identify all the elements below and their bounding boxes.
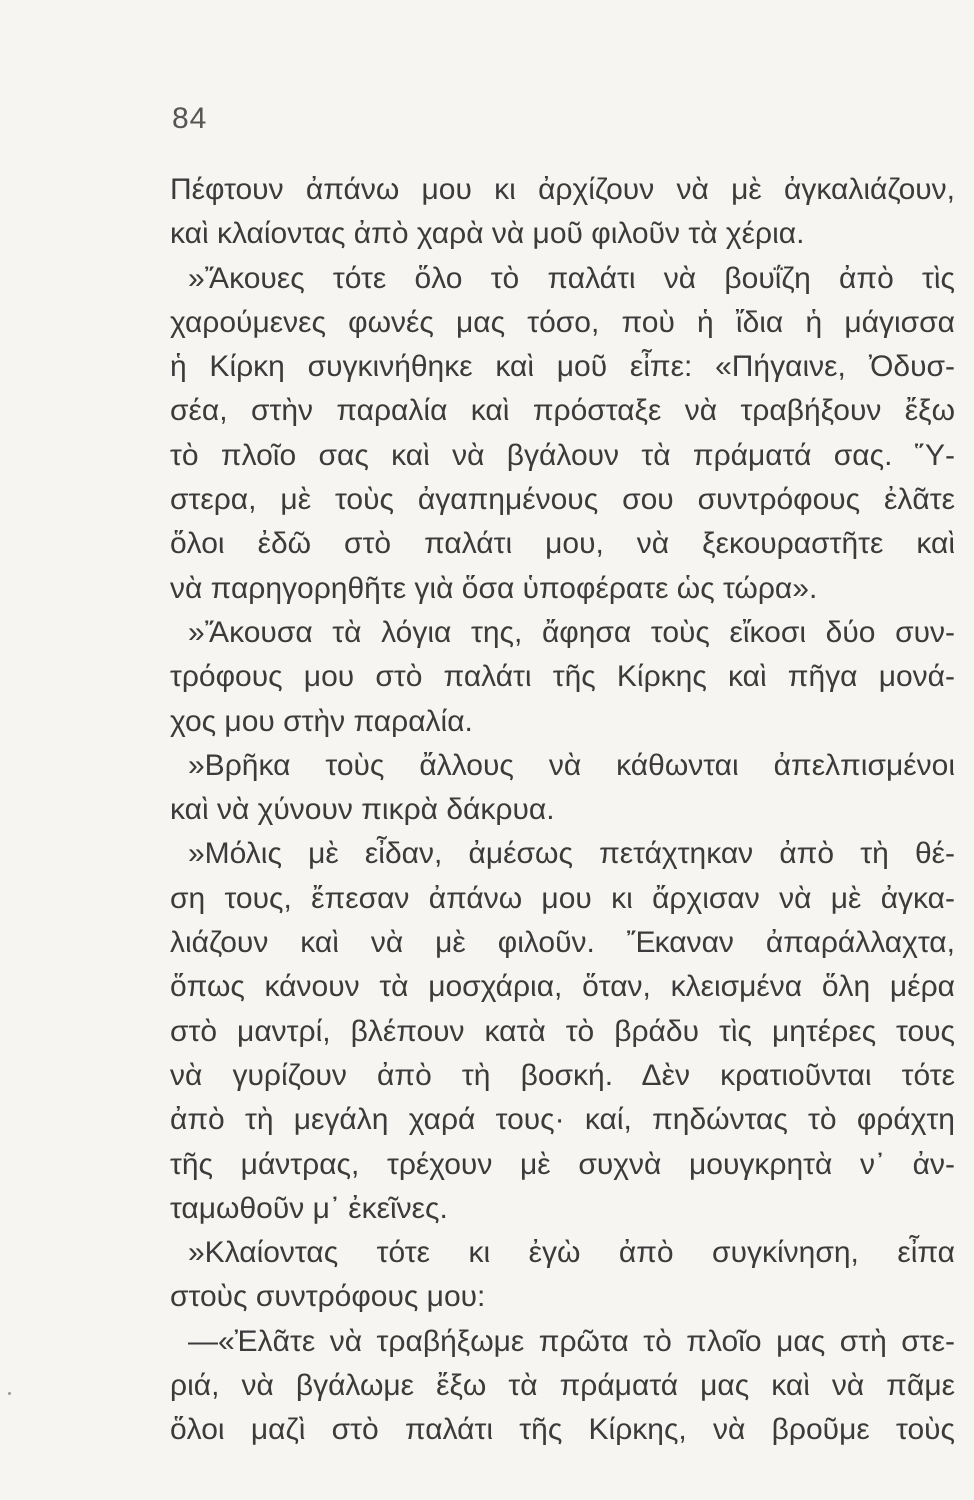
text-line: τῆς μάντρας, τρέχουν μὲ συχνὰ μουγκρητὰ ν᾿ ἀν-: [170, 1147, 955, 1181]
text-line: καὶ νὰ χύνουν πικρὰ δάκρυα.: [170, 793, 555, 827]
text-line: στὸ μαντρί, βλέπουν κατὰ τὸ βράδυ τὶς μητέρες τους: [170, 1014, 955, 1048]
text-line: »Ἄκουσα τὰ λόγια της, ἄφησα τοὺς εἴκοσι δύο συν-: [188, 615, 955, 649]
text-line: —«Ἐλᾶτε νὰ τραβήξωμε πρῶτα τὸ πλοῖο μας στὴ στε-: [188, 1324, 955, 1358]
text-line: ἀπὸ τὴ μεγάλη χαρά τους· καί, πηδώντας τὸ φράχτη: [170, 1103, 955, 1137]
text-line: ὅλοι ἐδῶ στὸ παλάτι μου, νὰ ξεκουραστῆτε καὶ: [170, 527, 955, 561]
text-line: ὅπως κάνουν τὰ μοσχάρια, ὅταν, κλεισμένα ὅλη μέρα: [170, 970, 955, 1004]
text-line: ριά, νὰ βγάλωμε ἔξω τὰ πράματά μας καὶ νὰ πᾶμε: [170, 1369, 955, 1403]
page-number: 84: [172, 102, 208, 135]
text-line: στερα, μὲ τοὺς ἀγαπημένους σου συντρόφους ἐλᾶτε: [170, 483, 955, 517]
text-line: »Ἄκουες τότε ὅλο τὸ παλάτι νὰ βουΐζη ἀπὸ τὶς: [188, 261, 955, 295]
text-line: Πέφτουν ἀπάνω μου κι ἀρχίζουν νὰ μὲ ἀγκαλιάζουν,: [170, 173, 955, 206]
text-line: σέα, στὴν παραλία καὶ πρόσταξε νὰ τραβήξουν ἔξω: [170, 394, 955, 428]
text-line: »Μόλις μὲ εἶδαν, ἀμέσως πετάχτηκαν ἀπὸ τὴ θέ-: [188, 837, 955, 871]
text-line: νὰ γυρίζουν ἀπὸ τὴ βοσκή. Δὲν κρατιοῦνται τότε: [170, 1058, 955, 1092]
text-line: χαρούμενες φωνές μας τόσο, ποὺ ἡ ἴδια ἡ μάγισσα: [170, 305, 955, 339]
text-line: »Βρῆκα τοὺς ἄλλους νὰ κάθωνται ἀπελπισμένοι: [188, 748, 955, 782]
text-line: νὰ παρηγορηθῆτε γιὰ ὅσα ὑποφέρατε ὡς τώρα».: [170, 571, 818, 605]
text-line: λιάζουν καὶ νὰ μὲ φιλοῦν. Ἔκαναν ἀπαράλλαχτα,: [170, 926, 955, 960]
text-line: τὸ πλοῖο σας καὶ νὰ βγάλουν τὰ πράματά σας. Ὕ-: [170, 438, 955, 472]
text-line: ση τους, ἔπεσαν ἀπάνω μου κι ἄρχισαν νὰ μὲ ἀγκα-: [170, 881, 955, 915]
text-line: καὶ κλαίοντας ἀπὸ χαρὰ νὰ μοῦ φιλοῦν τὰ χέρια.: [170, 217, 805, 251]
margin-speck: [8, 1392, 11, 1395]
text-line: ἡ Κίρκη συγκινήθηκε καὶ μοῦ εἶπε: «Πήγαινε, Ὀδυσ-: [170, 350, 955, 384]
text-line: ὅλοι μαζὶ στὸ παλάτι τῆς Κίρκης, νὰ βροῦμε τοὺς: [170, 1413, 955, 1447]
text-line: τρόφους μου στὸ παλάτι τῆς Κίρκης καὶ πῆγα μονά-: [170, 660, 955, 694]
text-line: χος μου στὴν παραλία.: [170, 704, 473, 738]
text-line: ταμωθοῦν μ᾿ ἐκεῖνες.: [170, 1191, 448, 1225]
text-line: στοὺς συντρόφους μου:: [170, 1280, 486, 1314]
body-text: [170, 168, 955, 1453]
text-line: »Κλαίοντας τότε κι ἐγὼ ἀπὸ συγκίνηση, εἶπα: [188, 1236, 955, 1270]
